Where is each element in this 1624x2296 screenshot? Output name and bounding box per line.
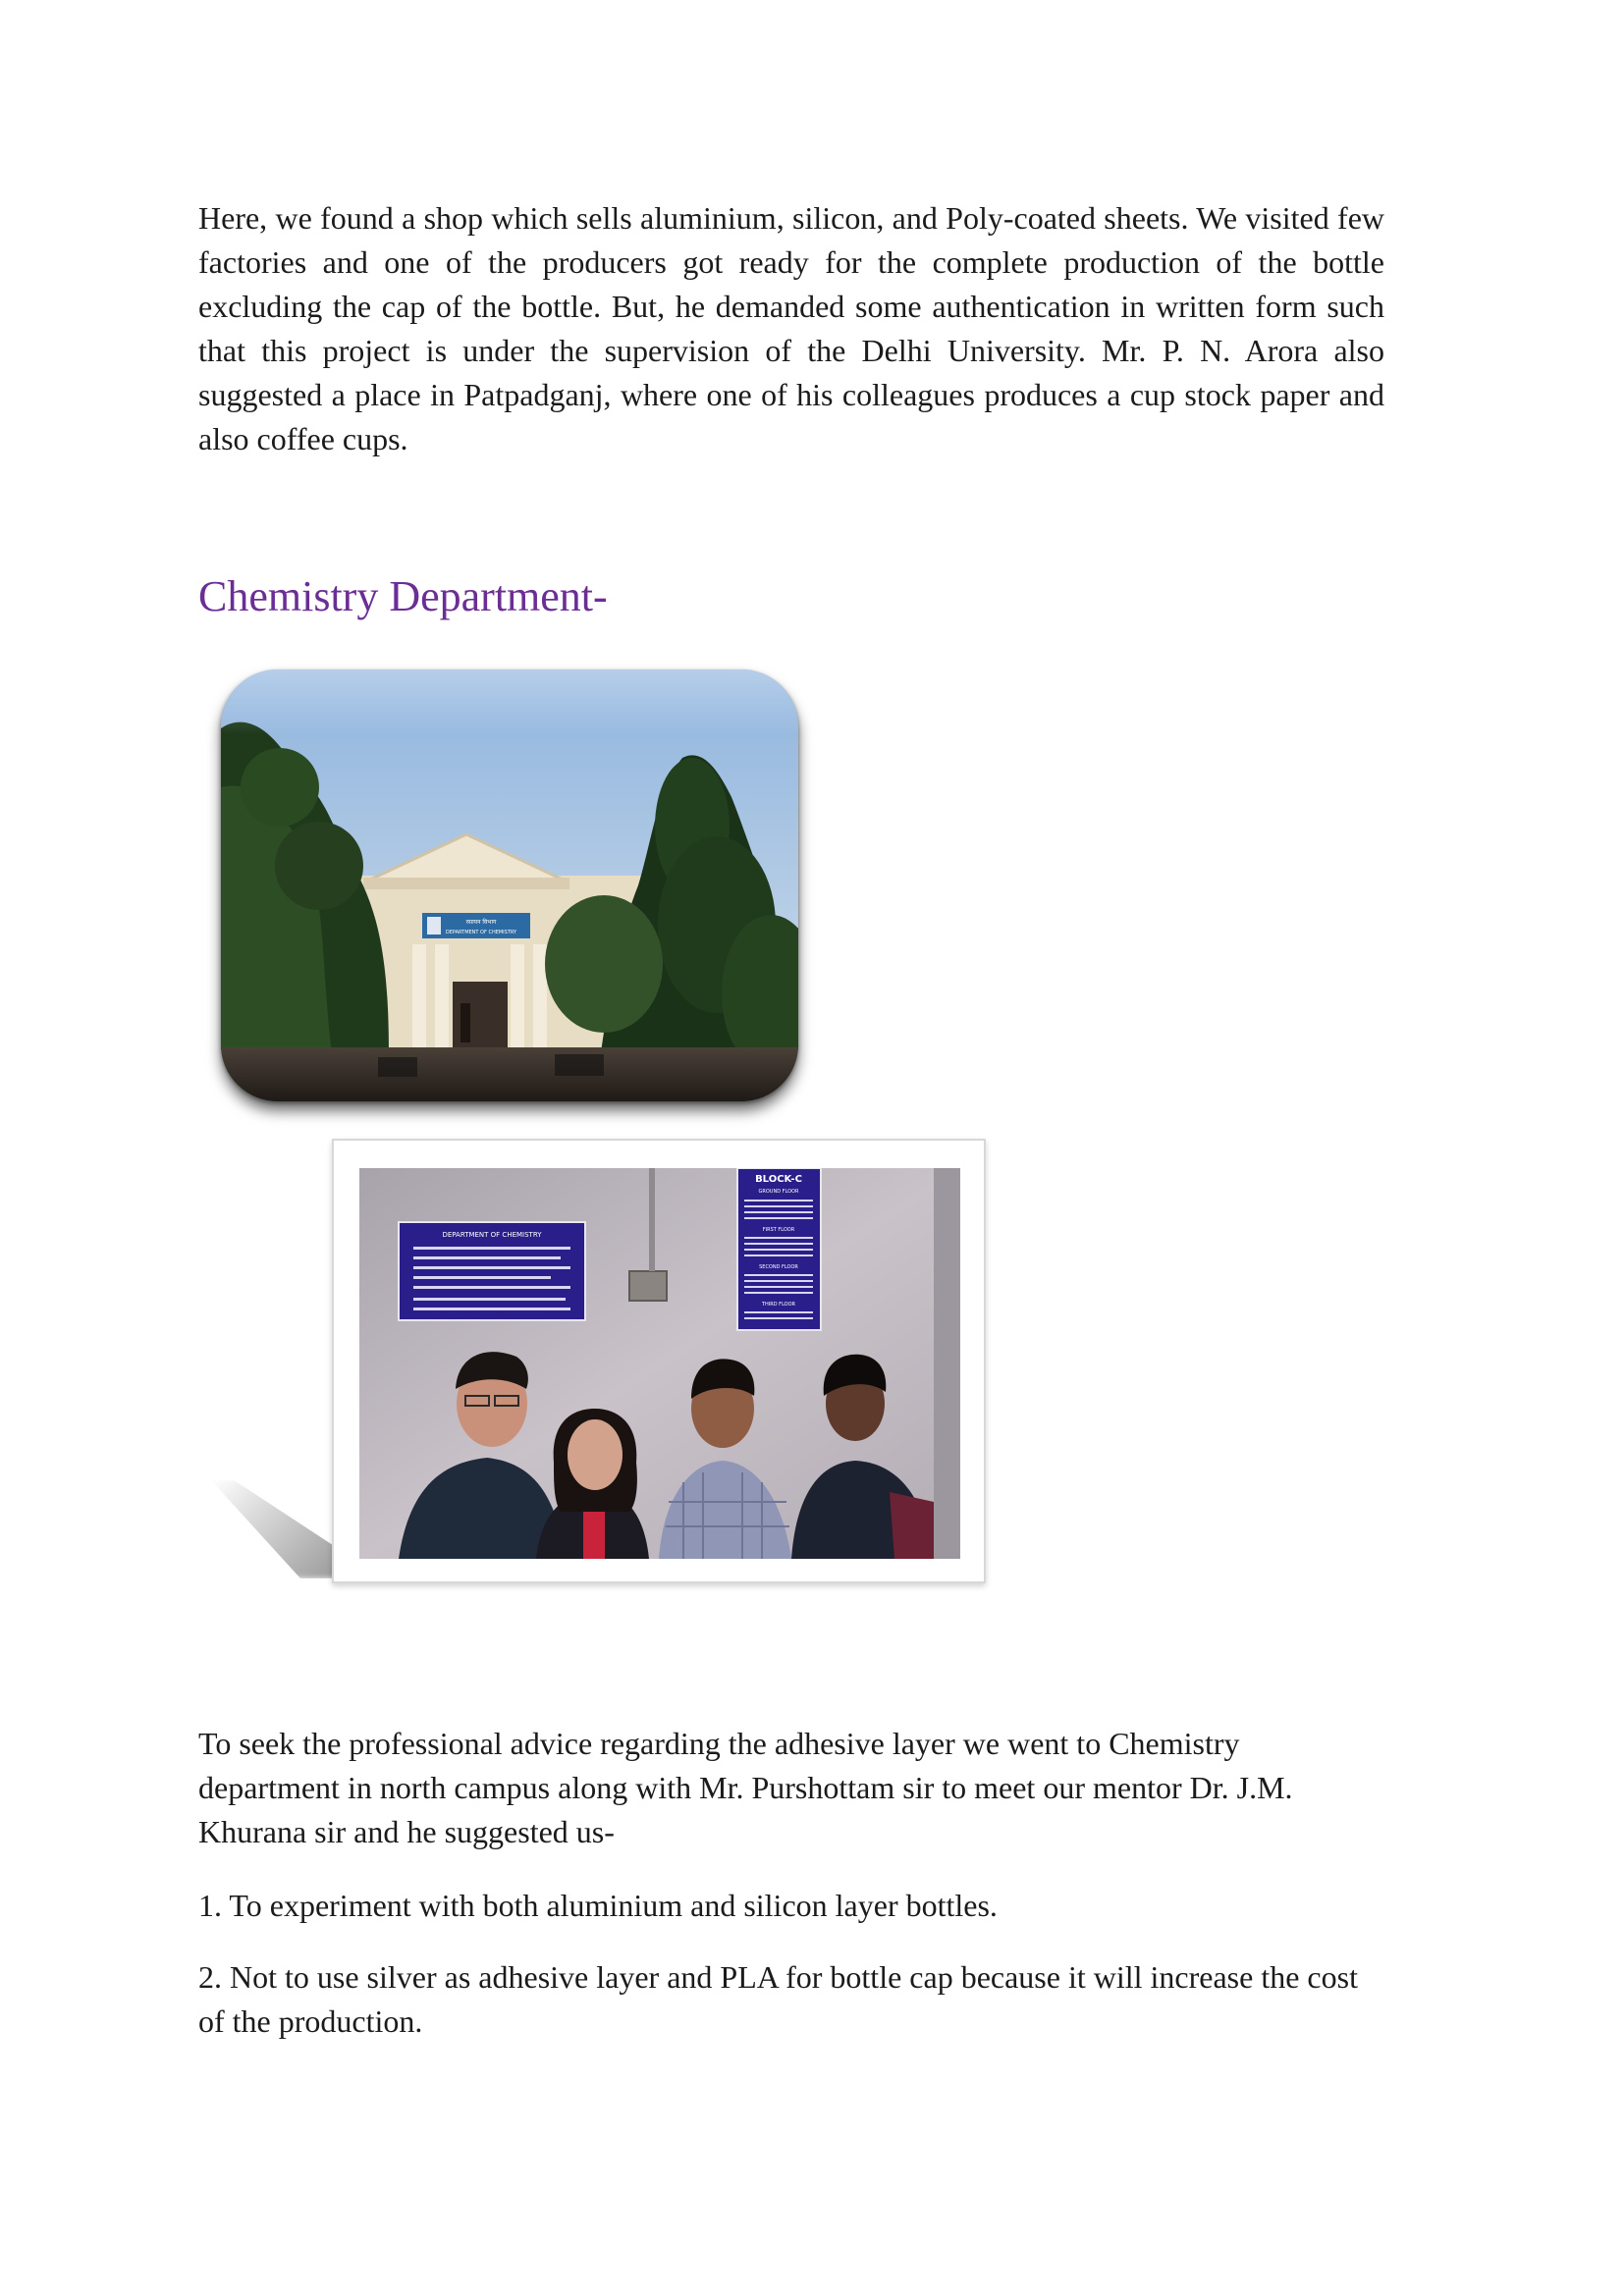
right-board-floor-3: SECOND FLOOR bbox=[759, 1264, 798, 1270]
photo-drop-shadow bbox=[211, 1480, 339, 1578]
chemistry-building-photo bbox=[221, 669, 798, 1101]
suggestion-point-2: 2. Not to use silver as adhesive layer and PLA for bottle cap because it will increase the cost of the production. bbox=[198, 1959, 1358, 2039]
left-board-title: DEPARTMENT OF CHEMISTRY bbox=[442, 1231, 542, 1239]
group-photo bbox=[359, 1168, 960, 1559]
suggestion-point-1: 1. To experiment with both aluminium and silicon layer bottles. bbox=[198, 1888, 998, 1923]
right-board-floor-2: FIRST FLOOR bbox=[762, 1227, 795, 1233]
intro-paragraph: Here, we found a shop which sells aluminium, silicon, and Poly-coated sheets. We visited few factories and one of the producers got ready for the complete production of the bottle excluding the cap of the bottle. But, he demanded some authentication in written form such that this project is under the supervision of the Delhi University. Mr. P. N. Arora also suggested a place in Patpadganj, where one of his colleagues produces a cup stock paper and also coffee cups. bbox=[198, 200, 1384, 456]
advice-paragraph: To seek the professional advice regarding the adhesive layer we went to Chemistry department in north campus along with Mr. Purshottam sir to meet our mentor Dr. J.M. Khurana sir and he suggested us- bbox=[198, 1726, 1293, 1849]
group-photo-frame bbox=[332, 1139, 986, 1583]
right-board-floor-1: GROUND FLOOR bbox=[758, 1189, 799, 1195]
right-board-floor-4: THIRD FLOOR bbox=[761, 1302, 796, 1308]
section-heading: Chemistry Department- bbox=[198, 572, 608, 620]
right-board-title: BLOCK-C bbox=[755, 1174, 802, 1185]
